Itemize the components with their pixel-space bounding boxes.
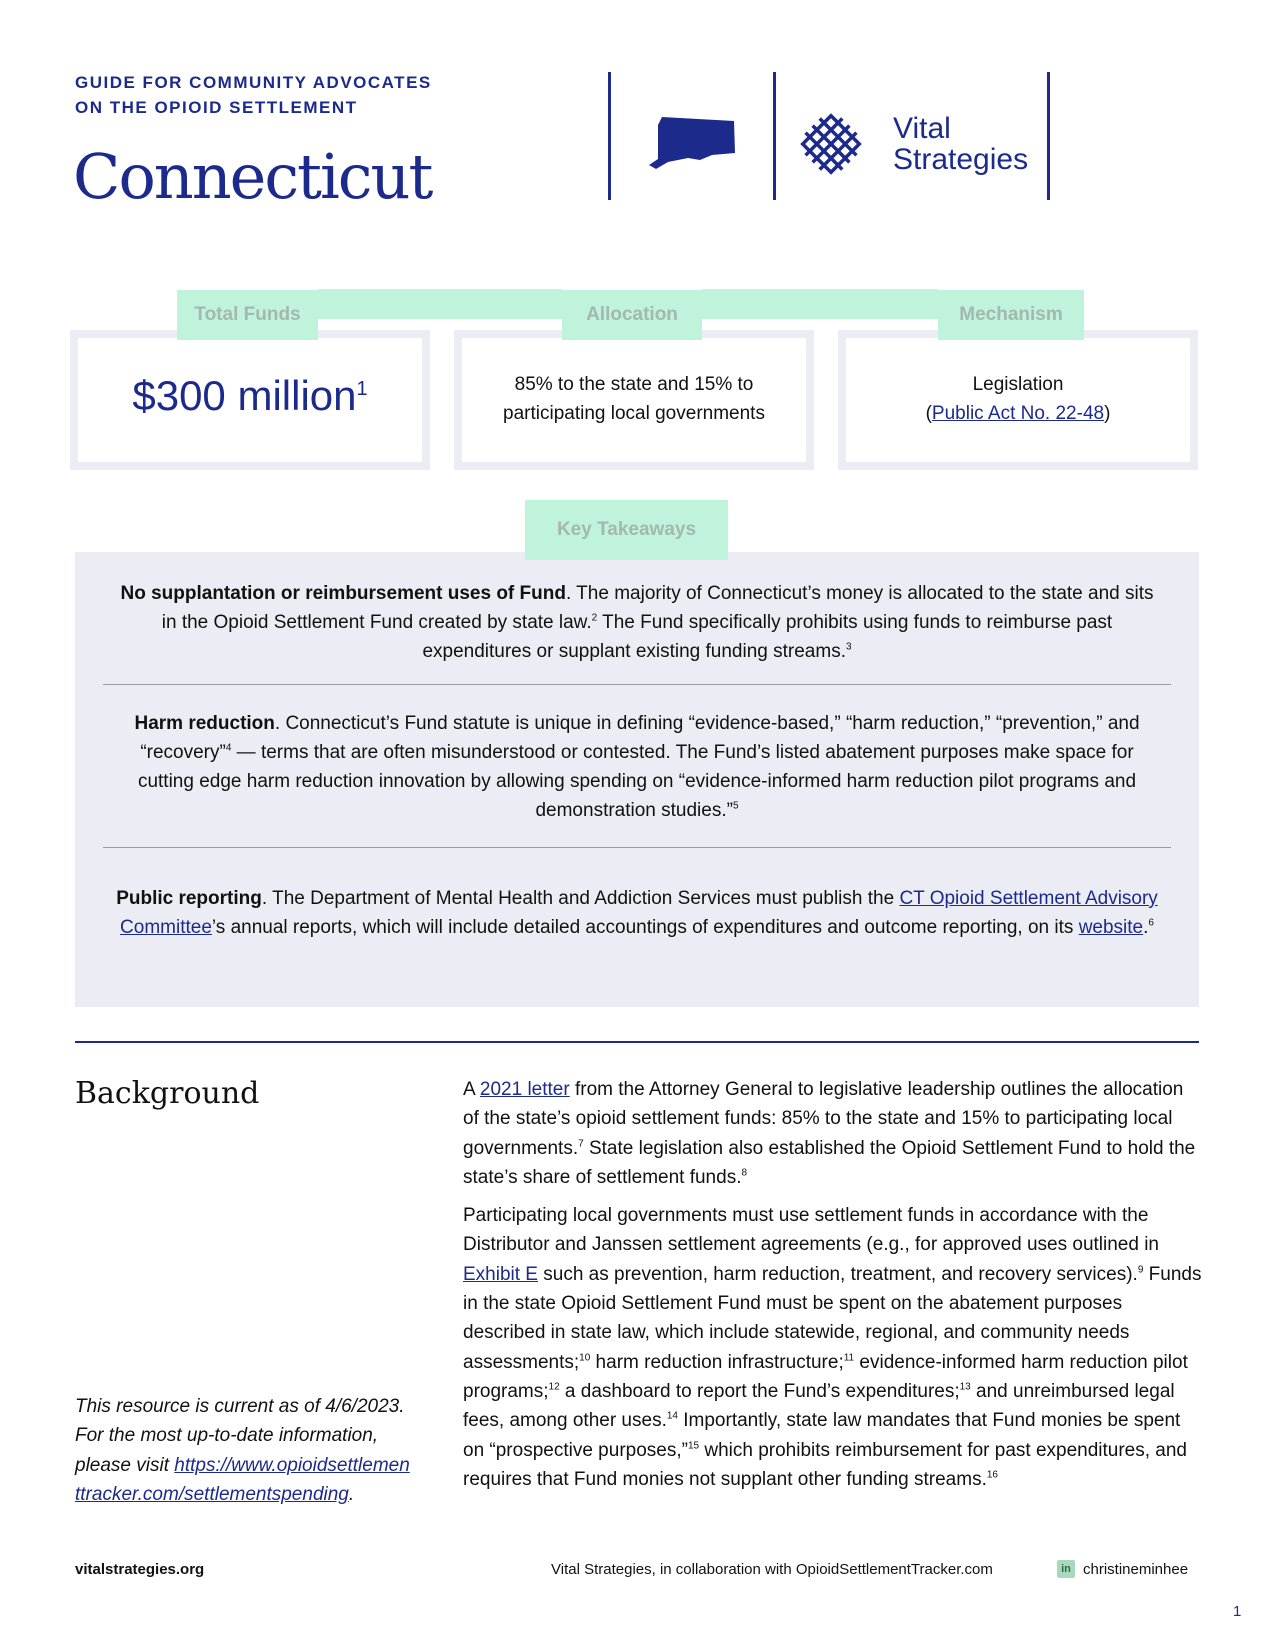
takeaway-text: . — [1143, 917, 1149, 938]
tag-connector — [318, 289, 562, 319]
body-text: evidence-informed harm reduction pilot programs; — [463, 1351, 1188, 1402]
body-text: such as prevention, harm reduction, treatment, and recovery services). — [537, 1263, 1138, 1285]
takeaway-public-reporting — [115, 884, 1159, 942]
footnote-ref: 6 — [1148, 917, 1154, 929]
footnote-ref: 2 — [591, 612, 598, 624]
allocation-value — [462, 370, 806, 428]
key-takeaways-panel — [75, 552, 1199, 1007]
tracker-url-link[interactable]: https://www.opioidsettlementtracker.com/settlementspending — [75, 1454, 410, 1505]
footnote-ref: 9 — [1137, 1264, 1144, 1276]
total-funds-label: Total Funds — [177, 290, 318, 340]
footer-credit: Vital Strategies, in collaboration with OpioidSettlementTracker.com — [551, 1561, 993, 1578]
mechanism-label: Mechanism — [938, 290, 1084, 340]
note-text: . — [348, 1483, 355, 1505]
eyebrow-line-1: GUIDE FOR COMMUNITY ADVOCATES — [75, 73, 432, 92]
footnote-ref: 7 — [578, 1138, 584, 1150]
paren-close: ) — [1104, 403, 1111, 424]
mechanism-value — [846, 370, 1190, 428]
body-text: and unreimbursed legal fees, among other uses. — [463, 1380, 1175, 1432]
divider — [103, 847, 1171, 848]
body-text: A — [463, 1079, 480, 1100]
allocation-line-2: participating local governments — [503, 403, 765, 424]
background-heading: Background — [75, 1076, 260, 1111]
takeaway-text: . The Department of Mental Health and Addiction Services must publish the — [261, 888, 900, 909]
tag-connector — [702, 289, 938, 319]
takeaway-harm-reduction — [115, 709, 1159, 825]
takeaway-text: . Connecticut’s Fund statute is unique in defining “evidence-based,” “harm reduction,” “prevention,” and “recovery” — [140, 713, 1140, 763]
footer-author: christineminhee — [1083, 1561, 1189, 1578]
takeaway-text: ’s annual reports, which will include detailed accountings of expenditures and outcome reporting, on its — [211, 917, 1079, 938]
body-text: harm reduction infrastructure; — [590, 1351, 844, 1373]
header-divider — [1047, 72, 1050, 200]
allocation-label: Allocation — [562, 290, 702, 340]
footnote-ref: 10 — [579, 1352, 591, 1364]
brand-line-1: Vital — [893, 112, 951, 145]
takeaway-heading: Harm reduction — [134, 713, 275, 734]
footnote-ref: 16 — [986, 1469, 998, 1481]
page-title: Connecticut — [73, 140, 432, 213]
footnote-ref: 3 — [845, 641, 852, 653]
footnote-ref: 12 — [548, 1381, 560, 1393]
eyebrow — [75, 70, 432, 120]
takeaway-supplantation — [115, 579, 1159, 666]
key-takeaways-label: Key Takeaways — [525, 500, 728, 560]
mechanism-line-1: Legislation — [972, 374, 1064, 395]
body-text: a dashboard to report the Fund’s expenditures; — [559, 1380, 960, 1402]
page-number: 1 — [1233, 1603, 1242, 1620]
currency-note — [75, 1392, 415, 1509]
takeaway-text: The Fund specifically prohibits using funds to reimburse past expenditures or supplant existing funding streams. — [422, 612, 1113, 662]
footnote-ref: 14 — [666, 1410, 678, 1422]
brand-line-2: Strategies — [893, 143, 1029, 176]
footer-site[interactable]: vitalstrategies.org — [75, 1561, 205, 1578]
website-link[interactable]: website — [1078, 917, 1144, 938]
header-divider — [773, 72, 776, 200]
advisory-committee-link[interactable]: CT Opioid Settlement Advisory Committee — [120, 888, 1158, 938]
takeaway-text: — terms that are often misunderstood or contested. The Fund’s listed abatement purposes make space for cutting edge harm reduction innovation by allowing spending on “evidence-informed harm reduction pilot programs and demonstration studies.” — [137, 742, 1137, 821]
public-act-link[interactable]: Public Act No. 22-48 — [931, 403, 1105, 424]
body-text: which prohibits reimbursement for past expenditures, and requires that Fund monies not supplant other funding streams. — [463, 1439, 1187, 1490]
eyebrow-line-2: ON THE OPIOID SETTLEMENT — [75, 98, 358, 117]
linkedin-icon[interactable]: in — [1057, 1560, 1075, 1578]
background-paragraph-2 — [463, 1201, 1203, 1494]
body-text: Importantly, state law mandates that Fund monies be spent on “prospective purposes,” — [463, 1410, 1181, 1461]
mechanism-card — [838, 330, 1198, 470]
body-text: State legislation also established the Opioid Settlement Fund to hold the state’s share of settlement funds. — [463, 1137, 1196, 1188]
total-funds-amount: $300 million — [132, 372, 357, 419]
footnote-ref: 8 — [741, 1167, 748, 1179]
takeaway-text: . The majority of Connecticut’s money is allocated to the state and sits in the Opioid Settlement Fund created by state law. — [161, 583, 1154, 633]
total-funds-card — [70, 330, 430, 470]
letter-2021-link[interactable]: 2021 letter — [479, 1079, 570, 1100]
allocation-card — [454, 330, 814, 470]
body-text: Participating local governments must use settlement funds in accordance with the Distributor and Janssen settlement agreements (e.g., for approved uses outlined in — [463, 1205, 1159, 1256]
vital-strategies-lattice-logo — [797, 110, 865, 178]
connecticut-map-icon — [648, 115, 738, 170]
takeaway-heading: No supplantation or reimbursement uses of Fund — [120, 583, 566, 604]
brand-name — [893, 113, 1028, 175]
body-text: from the Attorney General to legislative leadership outlines the allocation of the state’s opioid settlement funds: 85% to the state and 15% to participating local governments. — [463, 1079, 1184, 1159]
background-paragraph-1 — [463, 1075, 1203, 1192]
divider — [103, 684, 1171, 685]
allocation-line-1: 85% to the state and 15% to — [514, 374, 754, 395]
note-text: This resource is current as of 4/6/2023. For the most up-to-date information, please visit — [75, 1396, 405, 1476]
footnote-ref: 5 — [732, 800, 739, 812]
takeaway-heading: Public reporting — [116, 888, 262, 909]
footnote-ref: 4 — [225, 742, 232, 754]
footnote-ref: 13 — [959, 1381, 971, 1393]
body-text: Funds in the state Opioid Settlement Fund must be spent on the abatement purposes described in state law, which include statewide, regional, and community needs assessments; — [463, 1263, 1202, 1373]
background-body — [463, 1075, 1203, 1503]
footnote-ref: 15 — [687, 1440, 700, 1452]
section-rule — [75, 1041, 1199, 1043]
total-funds-value — [78, 372, 422, 420]
paren-open: ( — [925, 403, 932, 424]
header-divider — [608, 72, 611, 200]
footnote-ref: 1 — [356, 378, 368, 400]
footnote-ref: 11 — [843, 1352, 855, 1364]
exhibit-e-link[interactable]: Exhibit E — [463, 1263, 538, 1285]
